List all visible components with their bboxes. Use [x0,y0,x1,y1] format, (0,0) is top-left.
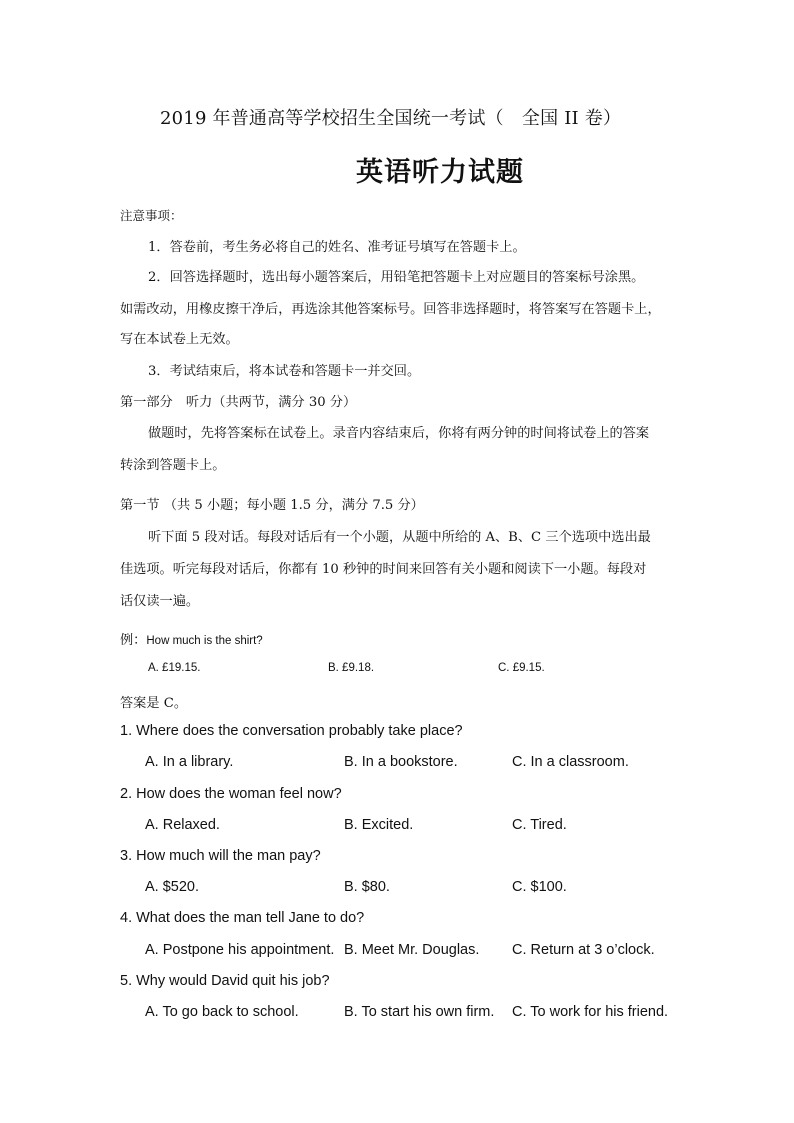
example-question: How much is the shirt? [146,635,263,647]
question-2-option-c: C. Tired. [512,817,567,833]
question-1-option-c: C. In a classroom. [512,754,629,770]
question-5: 5. Why would David quit his job? [120,973,330,989]
notes-item-2-line-2: 如需改动，用橡皮擦干净后，再选涂其他答案标号。回答非选择题时，将答案写在答题卡上， [120,302,661,317]
question-1: 1. Where does the conversation probably take place? [120,723,463,739]
question-3-option-a: A. $520. [145,879,200,895]
example-option-b: B. £9.18. [328,662,375,674]
example-label: 例： [120,633,147,648]
question-4-option-c: C. Return at 3 o’clock. [512,942,655,958]
example-question-row [120,629,263,648]
question-3-option-c: C. $100. [512,879,567,895]
section1-intro-line-3: 话仅读一遍。 [120,594,200,609]
notes-item-2-line-3: 写在本试卷上无效。 [120,332,239,347]
part1-heading: 第一部分 听力（共两节，满分 30 分） [120,395,357,410]
section1-heading: 第一节 （共 5 小题；每小题 1.5 分，满分 7.5 分） [120,498,424,513]
question-4: 4. What does the man tell Jane to do? [120,910,365,926]
question-5-option-c: C. To work for his friend. [512,1004,669,1020]
exam-subtitle: 英语听力试题 [356,157,524,188]
question-1-option-a: A. In a library. [145,754,234,770]
notes-item-2-line-1: 2．回答选择题时，选出每小题答案后，用铅笔把答题卡上对应题目的答案标号涂黑。 [148,270,645,285]
question-2: 2. How does the woman feel now? [120,786,342,802]
question-4-option-a: A. Postpone his appointment. [145,942,335,958]
example-answer: 答案是 C。 [120,696,188,711]
question-3-option-b: B. $80. [344,879,390,895]
example-option-c: C. £9.15. [498,662,545,674]
question-4-option-b: B. Meet Mr. Douglas. [344,942,480,958]
section1-intro-line-1: 听下面 5 段对话。每段对话后有一个小题，从题中所给的 A、B、C 三个选项中选出最 [148,530,651,545]
question-3: 3. How much will the man pay? [120,848,321,864]
notes-item-1: 1．答卷前，考生务必将自己的姓名、准考证号填写在答题卡上。 [148,240,526,255]
part1-intro-line-1: 做题时，先将答案标在试卷上。录音内容结束后，你将有两分钟的时间将试卷上的答案 [148,426,650,441]
exam-title: 2019 年普通高等学校招生全国统一考试（ 全国 II 卷） [160,108,622,129]
example-option-a: A. £19.15. [148,662,201,674]
section1-intro-line-2: 佳选项。听完每段对话后，你都有 10 秒钟的时间来回答有关小题和阅读下一小题。每段对 [120,562,647,577]
notes-heading: 注意事项： [120,208,183,223]
part1-intro-line-2: 转涂到答题卡上。 [120,458,226,473]
question-2-option-a: A. Relaxed. [145,817,220,833]
notes-item-3: 3．考试结束后，将本试卷和答题卡一并交回。 [148,364,421,379]
question-5-option-b: B. To start his own firm. [344,1004,495,1020]
question-1-option-b: B. In a bookstore. [344,754,458,770]
question-2-option-b: B. Excited. [344,817,414,833]
question-5-option-a: A. To go back to school. [145,1004,299,1020]
